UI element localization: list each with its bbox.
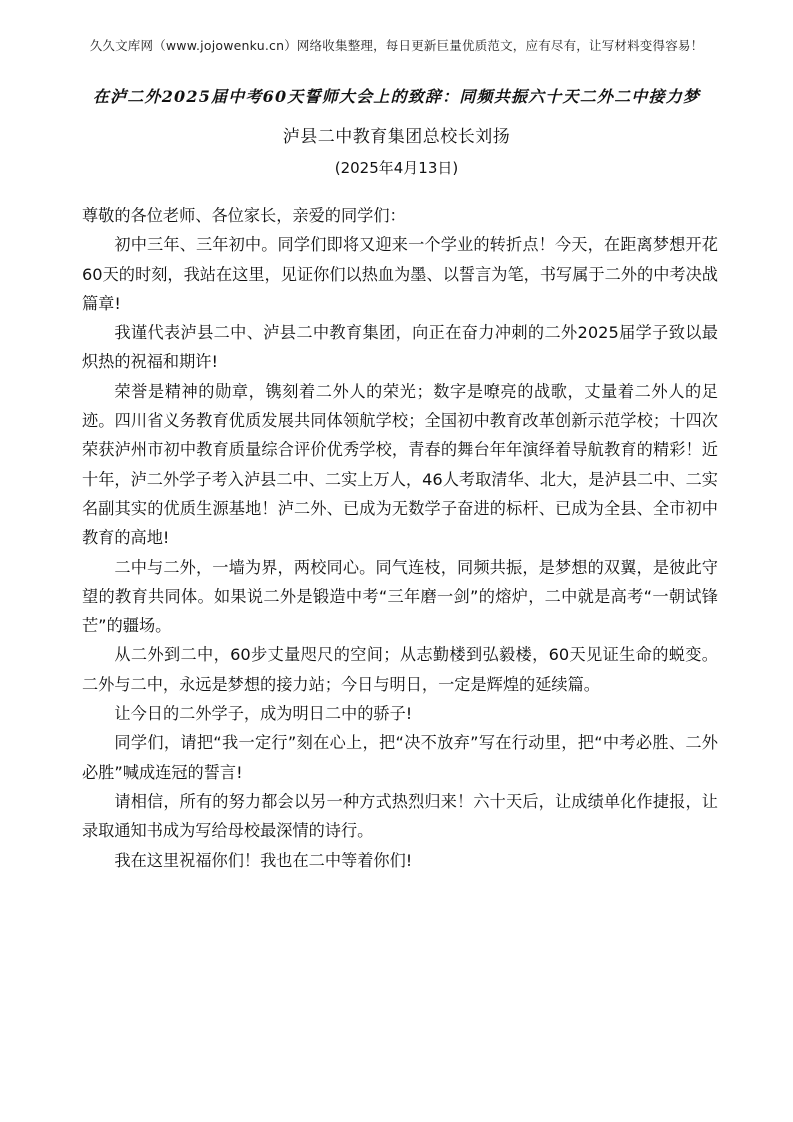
body-paragraph: 我谨代表泸县二中、泸县二中教育集团，向正在奋力冲刺的二外2025届学子致以最炽热的祝福和期许!	[82, 323, 718, 372]
body-paragraph: 让今日的二外学子，成为明日二中的骄子!	[114, 704, 413, 724]
body-paragraph: 荣誉是精神的勋章，镌刻着二外人的荣光；数字是嘹亮的战歌，丈量着二外人的足迹。四川省义务教育优质发展共同体领航学校；全国初中教育改革创新示范学校；十四次荣获泸州市初中教育质量综合评价优秀学校，青春的舞台年年演绎着导航教育的精彩！近十年，泸二外学子考入泸县二中、二实上万人，46人考取清华、北大，是泸县二中、二实名副其实的优质生源基地！泸二外、已成为无数学子奋进的标杆、已成为全县、全市初中教育的高地!	[82, 381, 718, 548]
header-note: 久久文库网（www.jojowenku.cn）网络收集整理，每日更新巨量优质范文，应有尽有，让写材料变得容易！	[89, 38, 704, 53]
body-paragraph: 请相信，所有的努力都会以另一种方式热烈归来！六十天后，让成绩单化作捷报，让录取通知书成为写给母校最深情的诗行。	[82, 791, 718, 841]
document-title: 在泸二外2025届中考60天誓师大会上的致辞：同频共振六十天二外二中接力梦	[92, 87, 701, 106]
body-paragraph: 从二外到二中，60步丈量咫尺的空间；从志勤楼到弘毅楼，60天见证生命的蜕变。二外与二中，永远是梦想的接力站；今日与明日，一定是辉煌的延续篇。	[82, 645, 718, 694]
body-paragraph: 二中与二外，一墙为界，两校同心。同气连枝，同频共振，是梦想的双翼，是彼此守望的教育共同体。如果说二外是锻造中考“三年磨一剑”的熔炉，二中就是高考“一朝试锋芒”的疆场。	[82, 557, 718, 636]
body-paragraph: 初中三年、三年初中。同学们即将又迎来一个学业的转折点！今天，在距离梦想开花60天的时刻，我站在这里，见证你们以热血为墨、以誓言为笔，书写属于二外的中考决战篇章!	[82, 235, 718, 313]
document-date: (2025年4月13日)	[334, 159, 459, 177]
title-block	[40, 84, 753, 178]
document-author: 泸县二中教育集团总校长刘扬	[282, 127, 511, 147]
closing-paragraph: 我在这里祝福你们！我也在二中等着你们!	[114, 850, 413, 870]
document-body	[82, 201, 718, 875]
body-paragraph: 同学们，请把“我一定行”刻在心上，把“决不放弃”写在行动里，把“中考必胜、二外必胜”喊成连冠的誓言!	[82, 733, 718, 782]
salutation-paragraph: 尊敬的各位老师、各位家长，亲爱的同学们：	[82, 206, 406, 225]
